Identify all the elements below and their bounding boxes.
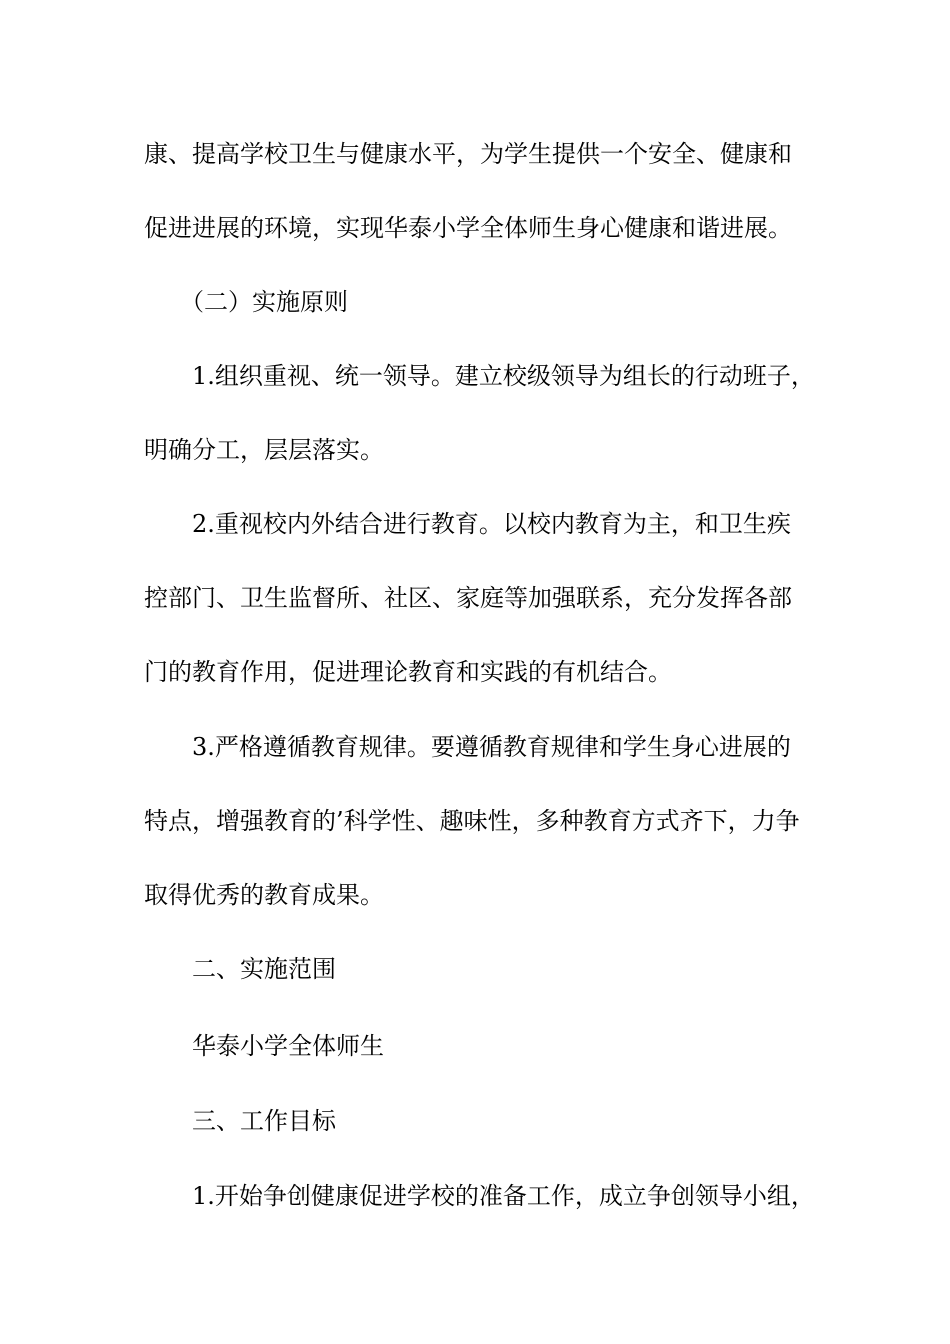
paragraph-line: 控部门、卫生监督所、社区、家庭等加强联系，充分发挥各部 — [144, 584, 792, 612]
paragraph-line: 特点，增强教育的’科学性、趣味性，多种教育方式齐下，力争 — [144, 807, 800, 835]
paragraph-line: 3.严格遵循教育规律。要遵循教育规律和学生身心进展的 — [192, 733, 791, 761]
paragraph-line: 取得优秀的教育成果。 — [144, 881, 384, 909]
paragraph-line: 康、提高学校卫生与健康水平，为学生提供一个安全、健康和 — [144, 140, 792, 168]
section-heading: 三、工作目标 — [192, 1107, 336, 1135]
paragraph-line: 华泰小学全体师生 — [192, 1032, 384, 1060]
paragraph-line: 促进进展的环境，实现华泰小学全体师生身心健康和谐进展。 — [144, 214, 792, 242]
section-heading: （二）实施原则 — [180, 288, 348, 316]
paragraph-line: 1.开始争创健康促进学校的准备工作，成立争创领导小组， — [192, 1182, 815, 1210]
paragraph-line: 门的教育作用，促进理论教育和实践的有机结合。 — [144, 658, 672, 686]
paragraph-line: 明确分工，层层落实。 — [144, 436, 384, 464]
paragraph-line: 1.组织重视、统一领导。建立校级领导为组长的行动班子， — [192, 362, 815, 390]
paragraph-line: 2.重视校内外结合进行教育。以校内教育为主，和卫生疾 — [192, 510, 791, 538]
section-heading: 二、实施范围 — [192, 955, 336, 983]
